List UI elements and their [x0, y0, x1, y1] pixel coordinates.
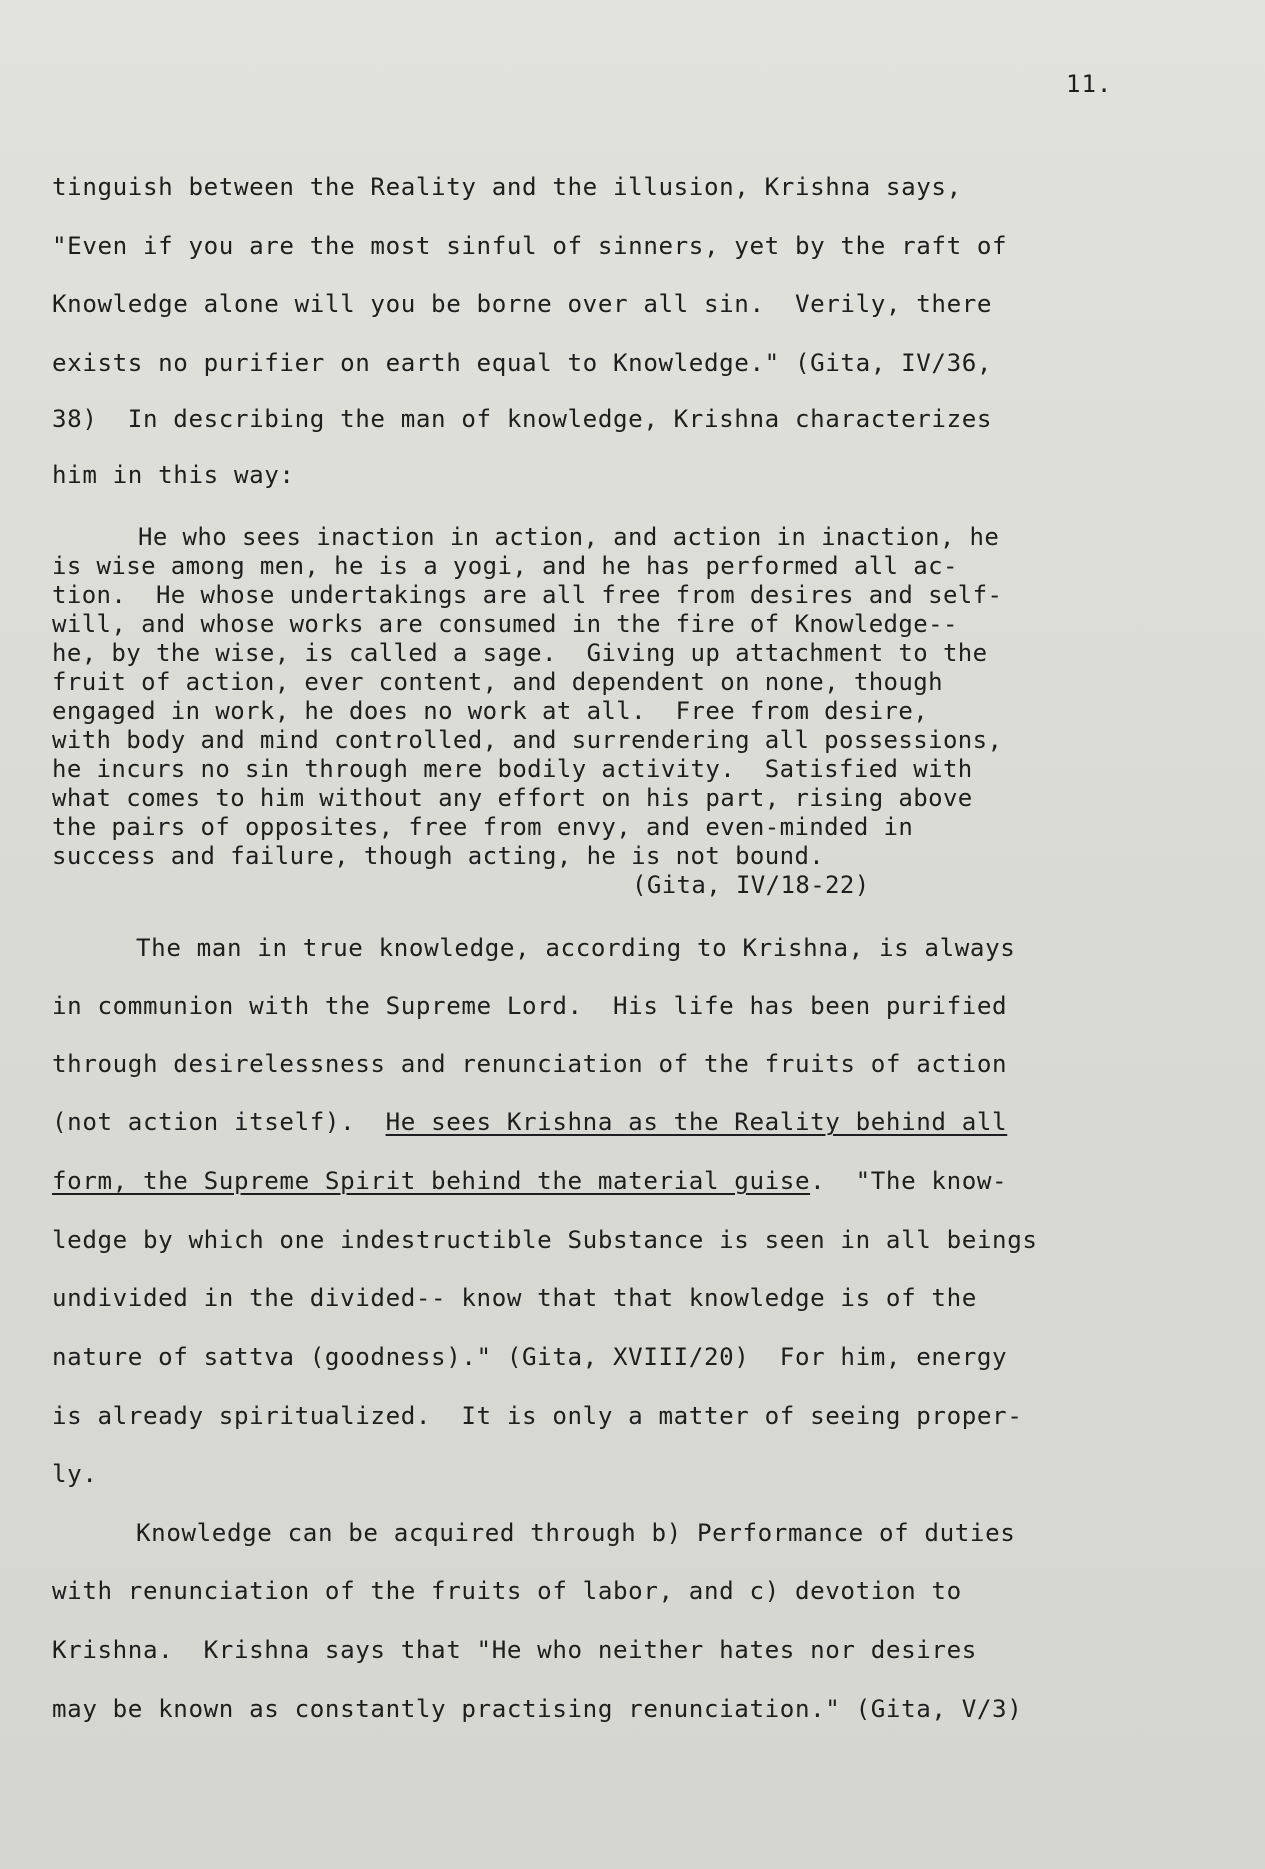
- underlined-text: He sees Krishna as the Reality behind all: [385, 1108, 1008, 1136]
- paragraph-2-line: is already spiritualized. It is only a matter of seeing proper-: [52, 1402, 1023, 1430]
- paragraph-2-line: through desirelessness and renunciation of the fruits of action: [52, 1050, 1008, 1078]
- plain-text: . "The know-: [810, 1167, 1008, 1195]
- page-number: 11.: [1066, 70, 1113, 98]
- paragraph-2-line: [52, 1166, 1007, 1196]
- paragraph-1-line: 38) In describing the man of knowledge, Krishna characterizes: [52, 405, 993, 433]
- block-quote-line: tion. He whose undertakings are all free from desires and self-: [52, 581, 1003, 609]
- paragraph-3-line: Krishna. Krishna says that "He who neither hates nor desires: [52, 1636, 977, 1664]
- paragraph-2-line: undivided in the divided-- know that that knowledge is of the: [52, 1284, 977, 1312]
- block-quote-line: he incurs no sin through mere bodily activity. Satisfied with: [52, 755, 973, 783]
- block-quote-line: he, by the wise, is called a sage. Giving up attachment to the: [52, 639, 988, 667]
- block-quote-line: the pairs of opposites, free from envy, and even-minded in: [52, 813, 914, 841]
- block-quote-line: is wise among men, he is a yogi, and he has performed all ac-: [52, 552, 958, 580]
- block-quote-line: with body and mind controlled, and surrendering all possessions,: [52, 726, 1003, 754]
- paragraph-2-line: ledge by which one indestructible Substance is seen in all beings: [52, 1226, 1038, 1254]
- block-quote-line: He who sees inaction in action, and action in inaction, he: [138, 523, 1000, 551]
- paragraph-2-line: nature of sattva (goodness)." (Gita, XVIII/20) For him, energy: [52, 1343, 1008, 1371]
- block-quote-line: will, and whose works are consumed in the fire of Knowledge--: [52, 610, 958, 638]
- paragraph-1-line: him in this way:: [52, 461, 295, 489]
- paragraph-2-line: in communion with the Supreme Lord. His life has been purified: [52, 992, 1008, 1020]
- block-quote-line: engaged in work, he does no work at all. Free from desire,: [52, 697, 929, 725]
- paragraph-3-line: may be known as constantly practising renunciation." (Gita, V/3): [52, 1695, 1023, 1723]
- paragraph-3-line: with renunciation of the fruits of labor, and c) devotion to: [52, 1577, 962, 1605]
- paragraph-2-line: ly.: [52, 1460, 98, 1488]
- paragraph-1-line: exists no purifier on earth equal to Knowledge." (Gita, IV/36,: [52, 349, 993, 377]
- block-quote-line: success and failure, though acting, he is not bound.: [52, 842, 825, 870]
- paragraph-2-line: The man in true knowledge, according to Krishna, is always: [136, 934, 1016, 962]
- paragraph-1-line: tinguish between the Reality and the illusion, Krishna says,: [52, 173, 962, 201]
- paragraph-2-line: [52, 1107, 1007, 1137]
- quote-citation: (Gita, IV/18-22): [632, 871, 870, 899]
- paragraph-1-line: "Even if you are the most sinful of sinners, yet by the raft of: [52, 232, 1008, 260]
- plain-text: (not action itself).: [52, 1108, 386, 1136]
- block-quote-line: what comes to him without any effort on his part, rising above: [52, 784, 973, 812]
- paragraph-1-line: Knowledge alone will you be borne over all sin. Verily, there: [52, 290, 993, 318]
- underlined-text: form, the Supreme Spirit behind the material guise: [52, 1167, 811, 1195]
- block-quote-line: fruit of action, ever content, and dependent on none, though: [52, 668, 943, 696]
- paragraph-3-line: Knowledge can be acquired through b) Performance of duties: [136, 1519, 1016, 1547]
